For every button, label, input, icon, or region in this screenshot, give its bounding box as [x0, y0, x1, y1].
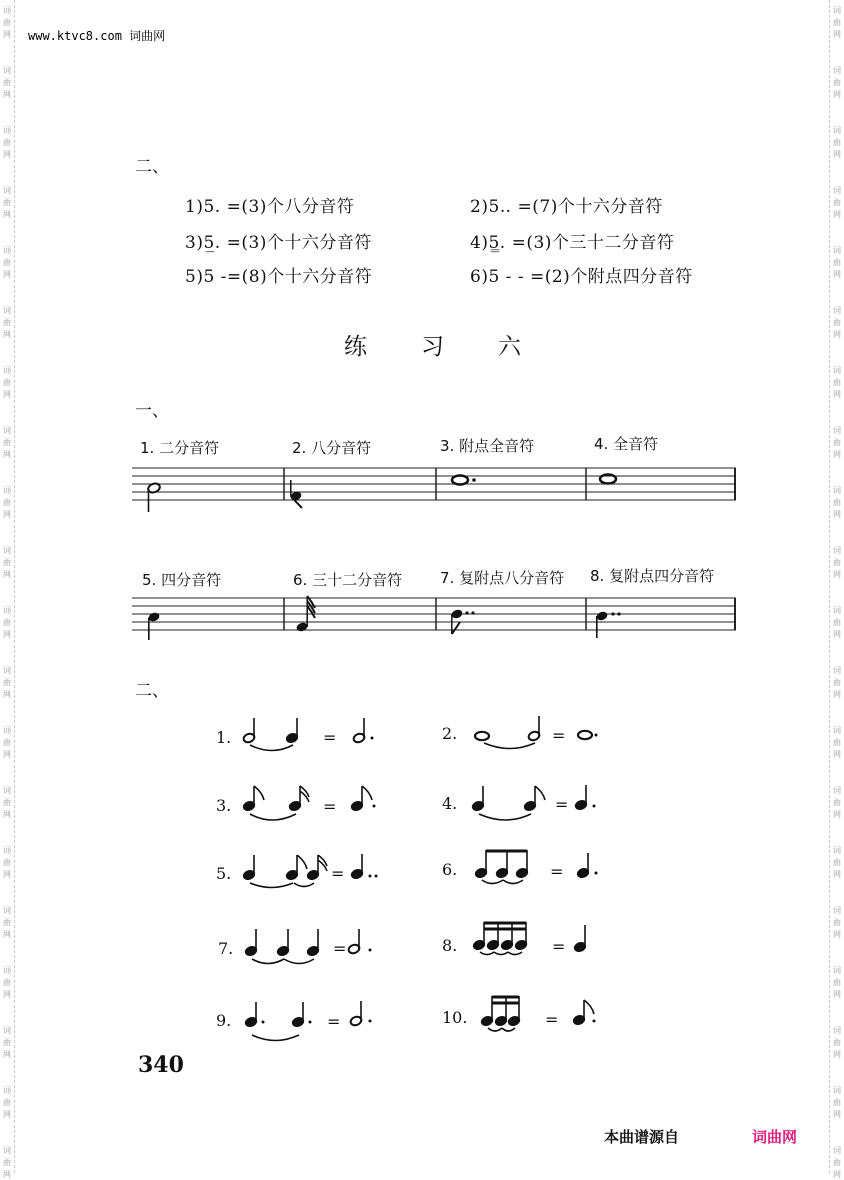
watermark-char: 词: [833, 786, 841, 795]
watermark-char: 网: [3, 1110, 11, 1119]
watermark-char: 词: [833, 546, 841, 555]
equals-sign: =: [323, 797, 337, 816]
watermark-char: 曲: [3, 318, 11, 327]
dotted-quarter-note-icon: [576, 853, 597, 879]
watermark-char: 网: [3, 810, 11, 819]
equals-sign: =: [552, 937, 566, 956]
watermark-char: 词: [3, 726, 11, 735]
watermark-char: 词: [833, 186, 841, 195]
tie-number: 3.: [216, 796, 232, 815]
answer-item: 4)5̳. =(3)个三十二分音符: [470, 233, 675, 253]
watermark-char: 曲: [3, 1158, 11, 1167]
watermark-char: 词: [3, 1146, 11, 1155]
watermark-char: 曲: [3, 798, 11, 807]
watermark-char: 曲: [833, 438, 841, 447]
watermark-char: 曲: [833, 1098, 841, 1107]
watermark-char: 词: [3, 1086, 11, 1095]
watermark-char: 网: [3, 330, 11, 339]
quarter-note-icon: [573, 925, 586, 953]
watermark-char: 曲: [3, 18, 11, 27]
watermark-char: 曲: [3, 378, 11, 387]
tie-4-icon: [471, 786, 545, 820]
watermark-char: 曲: [833, 318, 841, 327]
tie-number: 8.: [442, 936, 458, 955]
watermark-char: 网: [3, 270, 11, 279]
note-label: 8. 复附点四分音符: [590, 567, 715, 585]
watermark-char: 词: [3, 906, 11, 915]
watermark-char: 曲: [833, 678, 841, 687]
answer-item: 2)5‥ =(7)个十六分音符: [470, 197, 663, 217]
watermark-char: 网: [3, 750, 11, 759]
part1-heading: 一、: [135, 401, 169, 421]
watermark-char: 曲: [3, 438, 11, 447]
watermark-char: 网: [833, 690, 841, 699]
answer-item: 1)5. =(3)个八分音符: [185, 197, 355, 217]
watermark-char: 词: [3, 1026, 11, 1035]
note-label: 5. 四分音符: [142, 571, 222, 589]
watermark-char: 曲: [833, 198, 841, 207]
watermark-char: 网: [833, 1050, 841, 1059]
watermark-char: 词: [3, 246, 11, 255]
answer-item: 3)5̲. =(3)个十六分音符: [185, 233, 372, 253]
watermark-char: 词: [3, 606, 11, 615]
watermark-char: 曲: [833, 918, 841, 927]
watermark-char: 网: [3, 1050, 11, 1059]
equals-sign: =: [552, 726, 566, 745]
tie-3-icon: [242, 786, 309, 820]
watermark-char: 词: [3, 186, 11, 195]
dotted-half-note-icon: [349, 1001, 371, 1027]
watermark-char: 网: [3, 990, 11, 999]
watermark-char: 网: [833, 270, 841, 279]
dotted-quarter-note-icon: [574, 785, 595, 811]
watermark-char: 网: [3, 570, 11, 579]
watermark-char: 曲: [3, 738, 11, 747]
equals-sign: =: [327, 1012, 341, 1031]
watermark-char: 曲: [833, 258, 841, 267]
watermark-char: 曲: [833, 498, 841, 507]
watermark-char: 曲: [833, 78, 841, 87]
watermark-char: 网: [3, 630, 11, 639]
watermark-char: 曲: [3, 1038, 11, 1047]
watermark-char: 词: [833, 906, 841, 915]
watermark-char: 网: [833, 810, 841, 819]
watermark-char: 网: [3, 690, 11, 699]
tie-2-icon: [475, 716, 541, 749]
watermark-char: 网: [833, 630, 841, 639]
title-char: 六: [498, 334, 521, 360]
watermark-char: 网: [3, 930, 11, 939]
note-label: 1. 二分音符: [140, 439, 220, 457]
dotted-eighth-note-icon: [572, 1000, 595, 1026]
watermark-char: 词: [833, 1146, 841, 1155]
tie-5-icon: [242, 855, 327, 888]
site-header: www.ktvc8.com 词曲网: [28, 29, 166, 43]
watermark-char: 曲: [833, 138, 841, 147]
equals-sign: =: [555, 795, 569, 814]
equals-sign: =: [323, 728, 337, 747]
watermark-char: 网: [833, 1170, 841, 1179]
watermark-char: 曲: [833, 798, 841, 807]
watermark-char: 词: [833, 366, 841, 375]
watermark-char: 曲: [3, 258, 11, 267]
watermark-char: 曲: [3, 138, 11, 147]
equals-sign: =: [545, 1010, 559, 1029]
watermark-char: 词: [833, 306, 841, 315]
watermark-char: 词: [3, 306, 11, 315]
watermark-char: 曲: [3, 618, 11, 627]
watermark-char: 词: [833, 6, 841, 15]
equals-sign: =: [550, 862, 564, 881]
part2-heading: 二、: [135, 681, 169, 701]
tie-8-icon: [472, 922, 527, 955]
watermark-char: 词: [3, 846, 11, 855]
watermark-char: 词: [833, 1026, 841, 1035]
footer-brand-link[interactable]: 词曲网: [752, 1128, 798, 1146]
watermark-char: 曲: [3, 1098, 11, 1107]
title-char: 练: [344, 334, 367, 360]
watermark-char: 词: [833, 726, 841, 735]
watermark-char: 词: [3, 366, 11, 375]
watermark-char: 网: [833, 150, 841, 159]
tie-6-icon: [474, 850, 528, 884]
watermark-char: 网: [3, 1170, 11, 1179]
watermark-char: 曲: [833, 18, 841, 27]
watermark-char: 曲: [3, 498, 11, 507]
watermark-char: 曲: [833, 378, 841, 387]
tie-number: 4.: [442, 794, 458, 813]
answer-item: 6)5 - - =(2)个附点四分音符: [470, 267, 693, 287]
watermark-char: 词: [833, 66, 841, 75]
tie-9-icon: [244, 1002, 311, 1041]
watermark-char: 网: [3, 510, 11, 519]
watermark-char: 网: [3, 210, 11, 219]
watermark-char: 词: [3, 126, 11, 135]
watermark-char: 曲: [3, 918, 11, 927]
watermark-char: 曲: [3, 198, 11, 207]
watermark-char: 曲: [3, 678, 11, 687]
watermark-char: 网: [833, 210, 841, 219]
watermark-char: 词: [833, 486, 841, 495]
note-label: 6. 三十二分音符: [293, 571, 403, 589]
watermark-char: 网: [3, 390, 11, 399]
watermark-char: 网: [833, 750, 841, 759]
watermark-char: 曲: [3, 978, 11, 987]
tie-number: 7.: [218, 939, 234, 958]
watermark-char: 网: [3, 30, 11, 39]
tie-number: 5.: [216, 864, 232, 883]
watermark-char: 曲: [833, 1158, 841, 1167]
watermark-char: 曲: [3, 78, 11, 87]
watermark-char: 词: [3, 966, 11, 975]
watermark-char: 词: [833, 426, 841, 435]
tie-7-icon: [244, 929, 319, 964]
note-label: 3. 附点全音符: [440, 437, 535, 455]
watermark-char: 词: [833, 666, 841, 675]
watermark-char: 网: [833, 930, 841, 939]
tie-number: 1.: [216, 728, 232, 747]
watermark-char: 网: [3, 450, 11, 459]
watermark-char: 网: [833, 870, 841, 879]
watermark-char: 曲: [833, 978, 841, 987]
watermark-char: 网: [833, 1110, 841, 1119]
watermark-char: 曲: [833, 858, 841, 867]
equals-sign: =: [333, 939, 347, 958]
tie-number: 2.: [442, 724, 458, 743]
watermark-char: 词: [833, 966, 841, 975]
watermark-char: 曲: [833, 558, 841, 567]
watermark-char: 网: [833, 30, 841, 39]
tie-10-icon: [480, 996, 520, 1031]
tie-number: 9.: [216, 1011, 232, 1030]
watermark-char: 曲: [833, 1038, 841, 1047]
watermark-char: 网: [833, 90, 841, 99]
dotted-eighth-note-icon: [350, 786, 375, 812]
watermark-char: 网: [3, 870, 11, 879]
watermark-char: 网: [3, 90, 11, 99]
note-label: 2. 八分音符: [292, 439, 372, 457]
watermark-char: 词: [3, 666, 11, 675]
watermark-char: 词: [833, 846, 841, 855]
watermark-char: 曲: [3, 858, 11, 867]
watermark-char: 网: [833, 570, 841, 579]
page-number: 340: [138, 1052, 184, 1078]
watermark-char: 曲: [833, 618, 841, 627]
tie-number: 6.: [442, 860, 458, 879]
watermark-char: 词: [833, 126, 841, 135]
watermark-char: 词: [833, 1086, 841, 1095]
tie-1-icon: [242, 718, 298, 751]
watermark-char: 网: [833, 330, 841, 339]
watermark-char: 网: [833, 450, 841, 459]
dotted-whole-note-icon: [578, 731, 598, 739]
watermark-char: 词: [3, 66, 11, 75]
watermark-char: 网: [3, 150, 11, 159]
watermark-char: 网: [833, 510, 841, 519]
note-label: 4. 全音符: [594, 435, 659, 453]
watermark-char: 曲: [833, 738, 841, 747]
watermark-char: 词: [3, 786, 11, 795]
section-heading-prev: 二、: [135, 157, 169, 177]
double-dotted-quarter-note-icon: [350, 854, 377, 880]
title-char: 习: [421, 334, 444, 360]
watermark-char: 词: [3, 426, 11, 435]
equals-sign: =: [331, 864, 345, 883]
watermark-char: 网: [833, 390, 841, 399]
note-label: 7. 复附点八分音符: [440, 569, 565, 587]
watermark-char: 网: [833, 990, 841, 999]
tie-number: 10.: [442, 1008, 468, 1027]
footer-source-label: 本曲谱源自: [604, 1128, 680, 1146]
watermark-char: 词: [833, 246, 841, 255]
watermark-char: 词: [833, 606, 841, 615]
dotted-half-note-icon: [352, 718, 373, 744]
answer-item: 5)5 -=(8)个十六分音符: [185, 267, 373, 287]
watermark-char: 词: [3, 6, 11, 15]
dotted-half-note-icon: [347, 929, 371, 955]
watermark-char: 词: [3, 546, 11, 555]
watermark-char: 曲: [3, 558, 11, 567]
watermark-char: 词: [3, 486, 11, 495]
